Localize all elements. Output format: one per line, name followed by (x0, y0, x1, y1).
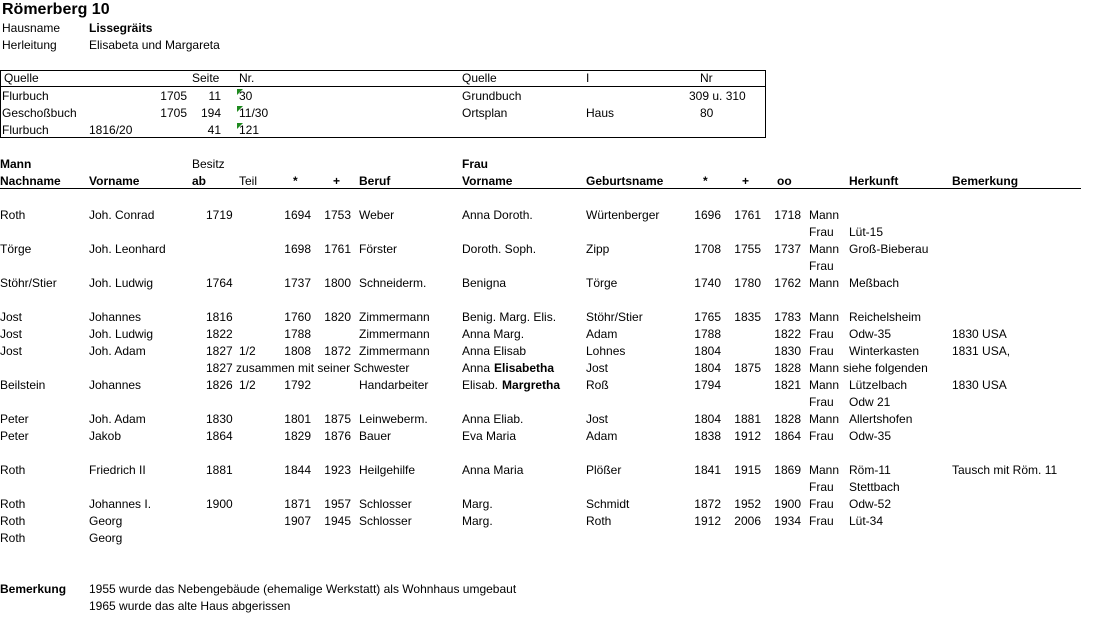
row-frau-vorname: Anna Marg. (462, 327, 525, 341)
row-vorname: Georg (89, 531, 123, 545)
row-who: Frau (809, 225, 834, 239)
source-seite: 194 (200, 106, 221, 120)
row-died: 1761 (324, 242, 351, 256)
row-beruf: Schneiderm. (359, 276, 427, 290)
comment-marker-icon[interactable] (237, 89, 243, 95)
row-frau-died: 1952 (734, 497, 761, 511)
row-frau-born: 1804 (694, 344, 721, 358)
row-frau-vorname: Benigna (462, 276, 507, 290)
header-bemerkung: Bemerkung (952, 174, 1019, 188)
herleitung-label: Herleitung (2, 38, 57, 52)
row-born: 1698 (284, 242, 311, 256)
row-married: 1900 (774, 497, 801, 511)
row-frau-died: 1912 (734, 429, 761, 443)
row-bemerkung: 1831 USA, (952, 344, 1011, 358)
row-frau-born: 1804 (694, 361, 721, 375)
row-geburtsname: Schmidt (586, 497, 630, 511)
row-vorname: Joh. Adam (89, 412, 146, 426)
row-married: 1737 (774, 242, 801, 256)
row-frau-vorname: Marg. (462, 497, 493, 511)
row-besitz-ab: 1830 (206, 412, 233, 426)
row-bemerkung: 1830 USA (952, 327, 1007, 341)
row-geburtsname: Roß (586, 378, 609, 392)
row-note: 1827 zusammen mit seiner Schwester (206, 361, 410, 375)
source-nr: 11/30 (239, 106, 269, 120)
row-bemerkung: Tausch mit Röm. 11 (952, 463, 1058, 477)
row-besitz-ab: 1816 (206, 310, 233, 324)
sources-header-i: I (586, 71, 590, 85)
row-frau-vorname: Marg. (462, 514, 493, 528)
row-died: 1957 (324, 497, 351, 511)
header-frau-vorname: Vorname (462, 174, 513, 188)
row-vorname: Georg (89, 514, 123, 528)
row-frau-vorname: Eva Maria (462, 429, 517, 443)
sources-header-quelle-right: Quelle (462, 71, 497, 85)
row-nachname: Törge (0, 242, 32, 256)
row-teil: 1/2 (239, 378, 256, 392)
row-died: 1875 (324, 412, 351, 426)
row-vorname: Jakob (89, 429, 122, 443)
row-married: 1864 (774, 429, 801, 443)
row-beruf: Zimmermann (359, 327, 430, 341)
row-beruf: Förster (359, 242, 398, 256)
row-frau-born: 1872 (694, 497, 721, 511)
header-beruf: Beruf (359, 174, 391, 188)
row-frau-died: 1761 (734, 208, 761, 222)
row-married: 1783 (774, 310, 801, 324)
source-seite: 41 (207, 123, 221, 137)
row-besitz-ab: 1764 (206, 276, 233, 290)
row-died: 1753 (324, 208, 351, 222)
row-geburtsname: Roth (586, 514, 612, 528)
row-frau-vorname: Anna Elisab (462, 344, 527, 358)
row-frau-born: 1838 (694, 429, 721, 443)
row-frau-vorname (462, 360, 554, 377)
row-nachname: Roth (0, 514, 26, 528)
row-beruf: Schlosser (359, 514, 412, 528)
row-vorname: Joh. Adam (89, 344, 146, 358)
row-beruf: Weber (359, 208, 395, 222)
row-besitz-ab: 1826 (206, 378, 233, 392)
header-frau-born: * (703, 174, 708, 188)
row-who: Frau (809, 514, 834, 528)
row-born: 1737 (284, 276, 311, 290)
row-who: Mann (809, 378, 840, 392)
row-beruf: Leinweberm. (359, 412, 428, 426)
header-rule (0, 188, 1081, 189)
row-frau-born: 1696 (694, 208, 721, 222)
hausname-label: Hausname (2, 21, 61, 35)
row-geburtsname: Zipp (586, 242, 610, 256)
row-besitz-ab: 1881 (206, 463, 233, 477)
row-born: 1871 (284, 497, 311, 511)
row-nachname: Jost (0, 310, 23, 324)
row-frau-vorname: Anna Doroth. (462, 208, 533, 222)
row-married: 1830 (774, 344, 801, 358)
row-herkunft: Lützelbach (849, 378, 908, 392)
row-vorname: Friedrich II (89, 463, 146, 477)
row-geburtsname: Jost (586, 361, 609, 375)
row-nachname: Peter (0, 429, 29, 443)
row-besitz-ab: 1900 (206, 497, 233, 511)
row-who: Mann (809, 463, 840, 477)
row-who: Mann (809, 242, 840, 256)
row-born: 1788 (284, 327, 311, 341)
row-frau-rufname: Margretha (502, 378, 561, 392)
sources-header-seite: Seite (192, 71, 220, 85)
hausname-value: Lissegräits (89, 21, 153, 35)
source-year2: 1705 (160, 106, 187, 120)
row-vorname: Johannes I. (89, 497, 152, 511)
row-nachname: Stöhr/Stier (0, 276, 57, 290)
row-died: 1876 (324, 429, 351, 443)
row-frau-died: 1881 (734, 412, 761, 426)
source-nr: 30 (239, 89, 253, 103)
row-frau-vorname: Anna Eliab. (462, 412, 524, 426)
row-frau-died: 1835 (734, 310, 761, 324)
row-herkunft: Odw 21 (849, 395, 891, 409)
row-besitz-ab: 1822 (206, 327, 233, 341)
row-who: Mann (809, 412, 840, 426)
row-who: Frau (809, 480, 834, 494)
source-year2: 1705 (160, 89, 187, 103)
row-teil: 1/2 (239, 344, 256, 358)
source-quelle: Flurbuch (2, 89, 49, 103)
sources-header-divider (0, 86, 766, 87)
row-geburtsname: Lohnes (586, 344, 626, 358)
row-geburtsname: Plößer (586, 463, 622, 477)
header-born: * (293, 174, 298, 188)
row-geburtsname: Adam (586, 327, 618, 341)
row-married: 1828 (774, 412, 801, 426)
footer-line-1: 1955 wurde das Nebengebäude (ehemalige Werkstatt) als Wohnhaus umgebaut (89, 582, 517, 596)
row-died: 1923 (324, 463, 351, 477)
row-born: 1844 (284, 463, 311, 477)
row-frau-vorname-first: Elisab. (462, 378, 499, 392)
row-frau-vorname: Anna Maria (462, 463, 524, 477)
header-teil: Teil (239, 174, 258, 188)
row-died: 1820 (324, 310, 351, 324)
row-born: 1792 (284, 378, 311, 392)
header-ab: ab (192, 174, 207, 188)
row-married: 1822 (774, 327, 801, 341)
row-who: Frau (809, 327, 834, 341)
comment-marker-icon[interactable] (237, 123, 243, 129)
row-herkunft: Reichelsheim (849, 310, 922, 324)
row-born: 1907 (284, 514, 311, 528)
sources-header-nr: Nr. (239, 71, 255, 85)
row-beruf: Heilgehilfe (359, 463, 416, 477)
row-frau-died: 1780 (734, 276, 761, 290)
source-right-quelle: Ortsplan (462, 106, 508, 120)
row-geburtsname: Adam (586, 429, 618, 443)
row-nachname: Roth (0, 497, 26, 511)
row-who: Mann (809, 208, 840, 222)
row-geburtsname: Törge (586, 276, 618, 290)
row-frau-vorname: Doroth. Soph. (462, 242, 537, 256)
row-born: 1801 (284, 412, 311, 426)
header-nachname: Nachname (0, 174, 61, 188)
row-beruf: Schlosser (359, 497, 412, 511)
row-nachname: Jost (0, 327, 23, 341)
row-herkunft: Allertshofen (849, 412, 913, 426)
source-right-quelle: Grundbuch (462, 89, 522, 103)
row-who: Frau (809, 259, 834, 273)
footer-line-2: 1965 wurde das alte Haus abgerissen (89, 599, 291, 613)
row-beruf: Zimmermann (359, 310, 430, 324)
row-frau-born: 1740 (694, 276, 721, 290)
source-right-nr: 80 (700, 106, 714, 120)
row-frau-vorname-first: Anna (462, 361, 491, 375)
row-married: 1869 (774, 463, 801, 477)
row-who: Mann (809, 276, 840, 290)
row-who: Frau (809, 395, 834, 409)
source-right-nr: 309 u. 310 (689, 89, 746, 103)
row-who: Mann (809, 310, 840, 324)
row-who: Frau (809, 429, 834, 443)
row-frau-born: 1841 (694, 463, 721, 477)
row-frau-died: 1755 (734, 242, 761, 256)
row-herkunft: Meßbach (849, 276, 900, 290)
row-frau-born: 1788 (694, 327, 721, 341)
header-mann: Mann (0, 157, 32, 171)
row-vorname: Joh. Ludwig (89, 276, 154, 290)
row-married: 1762 (774, 276, 801, 290)
footer-label: Bemerkung (0, 582, 67, 596)
row-frau-born: 1804 (694, 412, 721, 426)
row-herkunft: Stettbach (849, 480, 900, 494)
row-frau-born: 1708 (694, 242, 721, 256)
row-born: 1760 (284, 310, 311, 324)
row-frau-died: 2006 (734, 514, 761, 528)
row-bemerkung: 1830 USA (952, 378, 1007, 392)
row-geburtsname: Jost (586, 412, 609, 426)
row-herkunft: Winterkasten (849, 344, 920, 358)
row-herkunft: Röm-11 (849, 463, 891, 477)
sources-header-nr-right: Nr (700, 71, 713, 85)
row-vorname: Joh. Conrad (89, 208, 155, 222)
row-herkunft: Lüt-34 (849, 514, 884, 528)
row-nachname: Peter (0, 412, 29, 426)
row-beruf: Bauer (359, 429, 392, 443)
row-nachname: Jost (0, 344, 23, 358)
row-married: 1934 (774, 514, 801, 528)
row-who: Mann (809, 361, 840, 375)
header-married: oo (777, 174, 792, 188)
row-nachname: Beilstein (0, 378, 46, 392)
row-frau-rufname: Elisabetha (494, 361, 555, 375)
source-quelle: Flurbuch (2, 123, 49, 137)
header-vorname: Vorname (89, 174, 140, 188)
row-vorname: Joh. Ludwig (89, 327, 154, 341)
row-born: 1829 (284, 429, 311, 443)
header-died: + (333, 174, 341, 188)
row-born: 1808 (284, 344, 311, 358)
row-besitz-ab: 1719 (206, 208, 233, 222)
row-geburtsname: Würtenberger (586, 208, 660, 222)
row-nachname: Roth (0, 463, 26, 477)
row-frau-vorname: Benig. Marg. Elis. (462, 310, 557, 324)
row-herkunft: Groß-Bieberau (849, 242, 929, 256)
row-besitz-ab: 1864 (206, 429, 233, 443)
row-frau-born: 1765 (694, 310, 721, 324)
source-seite: 11 (208, 89, 221, 103)
row-herkunft: Odw-35 (849, 327, 892, 341)
row-herkunft: Odw-35 (849, 429, 892, 443)
row-married: 1821 (774, 378, 801, 392)
row-frau-born: 1794 (694, 378, 721, 392)
header-frau-died: + (742, 174, 750, 188)
row-vorname: Joh. Leonhard (89, 242, 166, 256)
row-nachname: Roth (0, 208, 26, 222)
row-died: 1800 (324, 276, 351, 290)
row-frau-died: 1915 (734, 463, 761, 477)
row-frau-born: 1912 (694, 514, 721, 528)
row-herkunft: Odw-52 (849, 497, 892, 511)
row-born: 1694 (284, 208, 311, 222)
source-nr: 121 (239, 123, 260, 137)
herleitung-value: Elisabeta und Margareta (89, 38, 220, 52)
row-herkunft: Lüt-15 (849, 225, 884, 239)
row-died: 1872 (324, 344, 351, 358)
row-married: 1718 (774, 208, 801, 222)
row-nachname: Roth (0, 531, 26, 545)
sources-header-quelle: Quelle (4, 71, 39, 85)
row-beruf: Handarbeiter (359, 378, 429, 392)
row-beruf: Zimmermann (359, 344, 430, 358)
header-herkunft: Herkunft (849, 174, 899, 188)
header-geburtsname: Geburtsname (586, 174, 664, 188)
row-died: 1945 (324, 514, 351, 528)
comment-marker-icon[interactable] (237, 106, 243, 112)
source-year: 1816/20 (89, 123, 133, 137)
page-title: Römerberg 10 (2, 1, 110, 18)
row-herkunft: siehe folgenden (843, 361, 928, 375)
row-vorname: Johannes (89, 310, 142, 324)
row-vorname: Johannes (89, 378, 142, 392)
row-who: Frau (809, 497, 834, 511)
header-besitz: Besitz (192, 157, 225, 171)
row-who: Frau (809, 344, 834, 358)
header-frau: Frau (462, 157, 489, 171)
row-frau-died: 1875 (734, 361, 761, 375)
row-besitz-ab: 1827 (206, 344, 233, 358)
row-frau-vorname (462, 377, 560, 394)
source-quelle: Geschoßbuch (2, 106, 77, 120)
row-geburtsname: Stöhr/Stier (586, 310, 643, 324)
row-married: 1828 (774, 361, 801, 375)
source-right-i: Haus (586, 106, 615, 120)
